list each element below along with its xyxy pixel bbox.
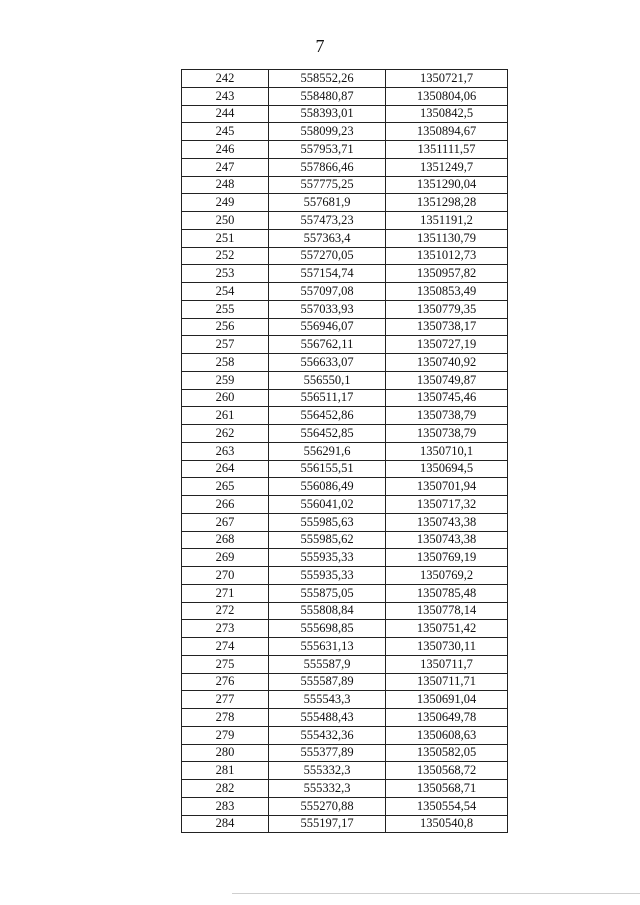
point-number-cell: 259 <box>182 371 269 389</box>
point-number-cell: 279 <box>182 726 269 744</box>
table-row <box>182 673 508 691</box>
x-coordinate-cell: 555935,33 <box>269 567 386 585</box>
point-number-cell: 282 <box>182 780 269 798</box>
x-coordinate-cell: 556550,1 <box>269 371 386 389</box>
x-coordinate-cell: 556452,86 <box>269 407 386 425</box>
point-number-cell: 278 <box>182 709 269 727</box>
point-number-cell: 254 <box>182 283 269 301</box>
table-row <box>182 212 508 230</box>
x-coordinate-cell: 556155,51 <box>269 460 386 478</box>
x-coordinate-cell: 556041,02 <box>269 496 386 514</box>
point-number-cell: 251 <box>182 229 269 247</box>
x-coordinate-cell: 556086,49 <box>269 478 386 496</box>
y-coordinate-cell: 1350568,72 <box>386 762 508 780</box>
point-number-cell: 243 <box>182 87 269 105</box>
table-row <box>182 407 508 425</box>
table-row <box>182 797 508 815</box>
y-coordinate-cell: 1350582,05 <box>386 744 508 762</box>
table-row <box>182 176 508 194</box>
y-coordinate-cell: 1350608,63 <box>386 726 508 744</box>
point-number-cell: 256 <box>182 318 269 336</box>
point-number-cell: 261 <box>182 407 269 425</box>
point-number-cell: 268 <box>182 531 269 549</box>
y-coordinate-cell: 1350649,78 <box>386 709 508 727</box>
table-row <box>182 70 508 88</box>
table-row <box>182 726 508 744</box>
x-coordinate-cell: 557953,71 <box>269 141 386 159</box>
table-row <box>182 513 508 531</box>
x-coordinate-cell: 556291,6 <box>269 442 386 460</box>
point-number-cell: 250 <box>182 212 269 230</box>
x-coordinate-cell: 555488,43 <box>269 709 386 727</box>
point-number-cell: 277 <box>182 691 269 709</box>
y-coordinate-cell: 1350721,7 <box>386 70 508 88</box>
table-row <box>182 123 508 141</box>
table-row <box>182 425 508 443</box>
y-coordinate-cell: 1350769,2 <box>386 567 508 585</box>
point-number-cell: 275 <box>182 655 269 673</box>
x-coordinate-cell: 557775,25 <box>269 176 386 194</box>
y-coordinate-cell: 1350738,79 <box>386 425 508 443</box>
table-row <box>182 442 508 460</box>
point-number-cell: 269 <box>182 549 269 567</box>
x-coordinate-cell: 555587,9 <box>269 655 386 673</box>
x-coordinate-cell: 555631,13 <box>269 638 386 656</box>
y-coordinate-cell: 1350711,7 <box>386 655 508 673</box>
table-row <box>182 584 508 602</box>
x-coordinate-cell: 557363,4 <box>269 229 386 247</box>
point-number-cell: 276 <box>182 673 269 691</box>
table-row <box>182 141 508 159</box>
y-coordinate-cell: 1351191,2 <box>386 212 508 230</box>
table-row <box>182 780 508 798</box>
point-number-cell: 244 <box>182 105 269 123</box>
table-row <box>182 709 508 727</box>
y-coordinate-cell: 1351111,57 <box>386 141 508 159</box>
x-coordinate-cell: 557866,46 <box>269 158 386 176</box>
point-number-cell: 266 <box>182 496 269 514</box>
x-coordinate-cell: 555808,84 <box>269 602 386 620</box>
point-number-cell: 255 <box>182 300 269 318</box>
y-coordinate-cell: 1350743,38 <box>386 513 508 531</box>
x-coordinate-cell: 556511,17 <box>269 389 386 407</box>
point-number-cell: 270 <box>182 567 269 585</box>
x-coordinate-cell: 555197,17 <box>269 815 386 833</box>
x-coordinate-cell: 555332,3 <box>269 762 386 780</box>
table-row <box>182 194 508 212</box>
table-row <box>182 229 508 247</box>
y-coordinate-cell: 1351249,7 <box>386 158 508 176</box>
table-row <box>182 638 508 656</box>
bottom-rule <box>232 893 640 894</box>
y-coordinate-cell: 1351298,28 <box>386 194 508 212</box>
y-coordinate-cell: 1350894,67 <box>386 123 508 141</box>
table-row <box>182 531 508 549</box>
y-coordinate-cell: 1350779,35 <box>386 300 508 318</box>
x-coordinate-cell: 555332,3 <box>269 780 386 798</box>
table-row <box>182 762 508 780</box>
point-number-cell: 262 <box>182 425 269 443</box>
point-number-cell: 280 <box>182 744 269 762</box>
point-number-cell: 257 <box>182 336 269 354</box>
point-number-cell: 260 <box>182 389 269 407</box>
x-coordinate-cell: 557154,74 <box>269 265 386 283</box>
y-coordinate-cell: 1350853,49 <box>386 283 508 301</box>
y-coordinate-cell: 1350727,19 <box>386 336 508 354</box>
y-coordinate-cell: 1350711,71 <box>386 673 508 691</box>
point-number-cell: 253 <box>182 265 269 283</box>
table-row <box>182 549 508 567</box>
y-coordinate-cell: 1350842,5 <box>386 105 508 123</box>
x-coordinate-cell: 557473,23 <box>269 212 386 230</box>
point-number-cell: 242 <box>182 70 269 88</box>
x-coordinate-cell: 558099,23 <box>269 123 386 141</box>
point-number-cell: 284 <box>182 815 269 833</box>
x-coordinate-cell: 555543,3 <box>269 691 386 709</box>
table-row <box>182 318 508 336</box>
table-row <box>182 158 508 176</box>
table-row <box>182 602 508 620</box>
y-coordinate-cell: 1350769,19 <box>386 549 508 567</box>
table-row <box>182 620 508 638</box>
point-number-cell: 267 <box>182 513 269 531</box>
point-number-cell: 272 <box>182 602 269 620</box>
table-row <box>182 389 508 407</box>
y-coordinate-cell: 1350540,8 <box>386 815 508 833</box>
table-row <box>182 87 508 105</box>
page-number: 7 <box>315 36 325 56</box>
x-coordinate-cell: 555875,05 <box>269 584 386 602</box>
y-coordinate-cell: 1350694,5 <box>386 460 508 478</box>
x-coordinate-cell: 556633,07 <box>269 354 386 372</box>
y-coordinate-cell: 1350710,1 <box>386 442 508 460</box>
x-coordinate-cell: 555935,33 <box>269 549 386 567</box>
table-row <box>182 265 508 283</box>
point-number-cell: 246 <box>182 141 269 159</box>
coordinates-table-body <box>182 70 508 833</box>
point-number-cell: 274 <box>182 638 269 656</box>
point-number-cell: 263 <box>182 442 269 460</box>
table-row <box>182 371 508 389</box>
table-row <box>182 460 508 478</box>
y-coordinate-cell: 1350749,87 <box>386 371 508 389</box>
x-coordinate-cell: 556762,11 <box>269 336 386 354</box>
x-coordinate-cell: 555377,89 <box>269 744 386 762</box>
x-coordinate-cell: 555432,36 <box>269 726 386 744</box>
point-number-cell: 281 <box>182 762 269 780</box>
x-coordinate-cell: 557681,9 <box>269 194 386 212</box>
table-row <box>182 354 508 372</box>
table-row <box>182 478 508 496</box>
y-coordinate-cell: 1351290,04 <box>386 176 508 194</box>
x-coordinate-cell: 558552,26 <box>269 70 386 88</box>
point-number-cell: 245 <box>182 123 269 141</box>
table-row <box>182 815 508 833</box>
y-coordinate-cell: 1350691,04 <box>386 691 508 709</box>
y-coordinate-cell: 1350738,79 <box>386 407 508 425</box>
table-row <box>182 744 508 762</box>
y-coordinate-cell: 1350738,17 <box>386 318 508 336</box>
x-coordinate-cell: 555698,85 <box>269 620 386 638</box>
y-coordinate-cell: 1350568,71 <box>386 780 508 798</box>
point-number-cell: 283 <box>182 797 269 815</box>
table-row <box>182 567 508 585</box>
table-row <box>182 247 508 265</box>
y-coordinate-cell: 1350701,94 <box>386 478 508 496</box>
y-coordinate-cell: 1350778,14 <box>386 602 508 620</box>
point-number-cell: 273 <box>182 620 269 638</box>
table-row <box>182 300 508 318</box>
x-coordinate-cell: 557033,93 <box>269 300 386 318</box>
y-coordinate-cell: 1350740,92 <box>386 354 508 372</box>
y-coordinate-cell: 1350743,38 <box>386 531 508 549</box>
table-row <box>182 105 508 123</box>
x-coordinate-cell: 558480,87 <box>269 87 386 105</box>
table-row <box>182 336 508 354</box>
point-number-cell: 252 <box>182 247 269 265</box>
point-number-cell: 271 <box>182 584 269 602</box>
table-row <box>182 496 508 514</box>
point-number-cell: 258 <box>182 354 269 372</box>
y-coordinate-cell: 1350785,48 <box>386 584 508 602</box>
table-row <box>182 691 508 709</box>
x-coordinate-cell: 556452,85 <box>269 425 386 443</box>
x-coordinate-cell: 555985,63 <box>269 513 386 531</box>
x-coordinate-cell: 558393,01 <box>269 105 386 123</box>
y-coordinate-cell: 1350745,46 <box>386 389 508 407</box>
y-coordinate-cell: 1350751,42 <box>386 620 508 638</box>
y-coordinate-cell: 1350804,06 <box>386 87 508 105</box>
y-coordinate-cell: 1351012,73 <box>386 247 508 265</box>
x-coordinate-cell: 556946,07 <box>269 318 386 336</box>
y-coordinate-cell: 1350730,11 <box>386 638 508 656</box>
point-number-cell: 247 <box>182 158 269 176</box>
point-number-cell: 264 <box>182 460 269 478</box>
point-number-cell: 249 <box>182 194 269 212</box>
y-coordinate-cell: 1350957,82 <box>386 265 508 283</box>
x-coordinate-cell: 555270,88 <box>269 797 386 815</box>
point-number-cell: 248 <box>182 176 269 194</box>
table-row <box>182 655 508 673</box>
y-coordinate-cell: 1350717,32 <box>386 496 508 514</box>
x-coordinate-cell: 555587,89 <box>269 673 386 691</box>
table-row <box>182 283 508 301</box>
y-coordinate-cell: 1351130,79 <box>386 229 508 247</box>
x-coordinate-cell: 557270,05 <box>269 247 386 265</box>
x-coordinate-cell: 555985,62 <box>269 531 386 549</box>
y-coordinate-cell: 1350554,54 <box>386 797 508 815</box>
x-coordinate-cell: 557097,08 <box>269 283 386 301</box>
coordinates-table <box>181 69 508 833</box>
point-number-cell: 265 <box>182 478 269 496</box>
